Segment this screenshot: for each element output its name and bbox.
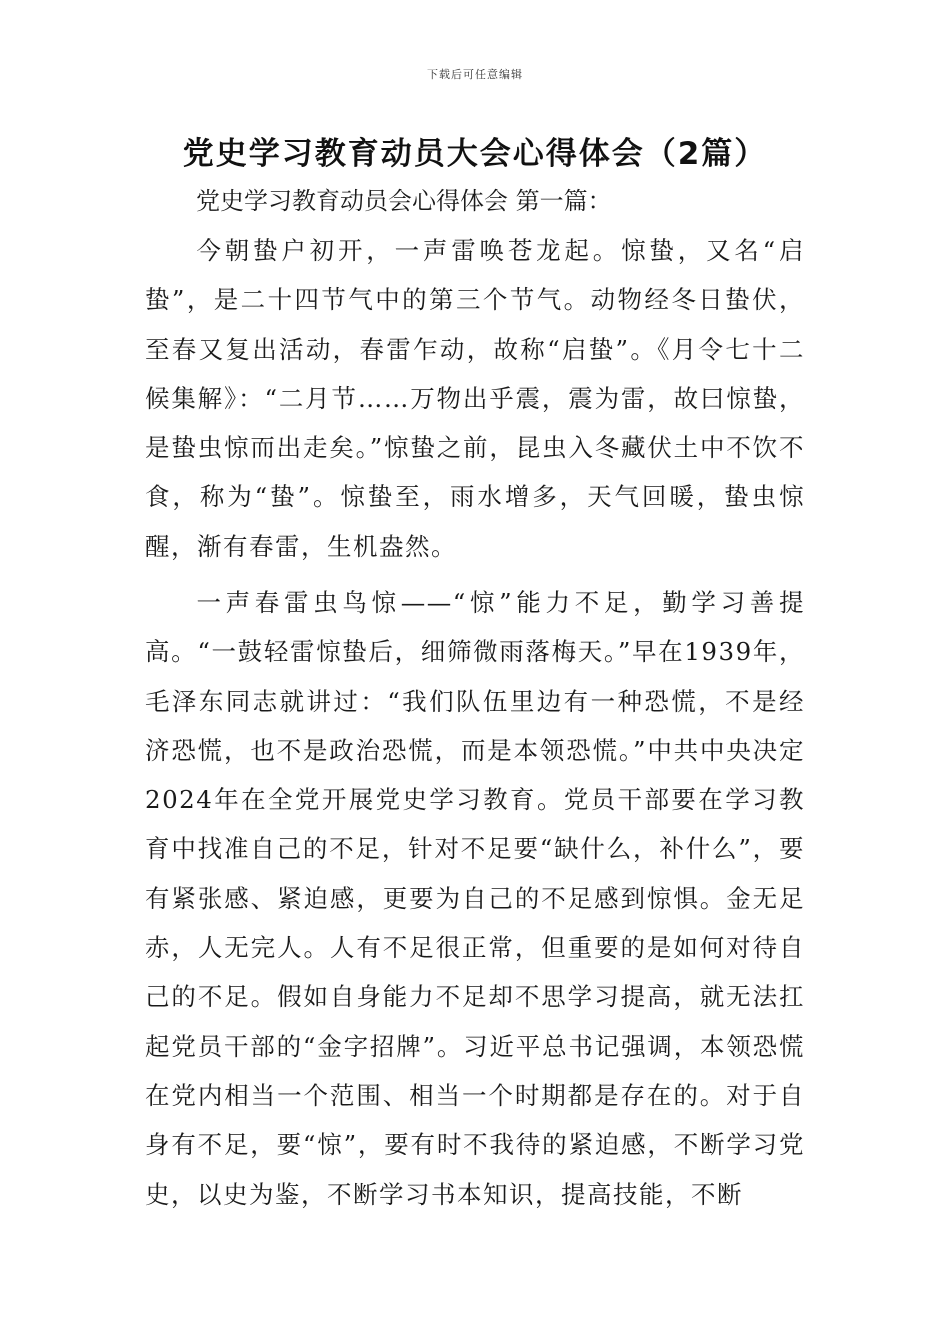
- body-paragraph: 一声春雷虫鸟惊——“惊”能力不足，勤学习善提高。“一鼓轻雷惊蛰后，细筛微雨落梅天。”早在1939年，毛泽东同志就讲过：“我们队伍里边有一种恐慌，不是经济恐慌，也不是政治恐慌，而是本领恐慌。”中共中央决定2024年在全党开展党史学习教育。党员干部要在学习教育中找准自己的不足，针对不足要“缺什么，补什么”，要有紧张感、紧迫感，更要为自己的不足感到惊惧。金无足赤，人无完人。人有不足很正常，但重要的是如何对待自己的不足。假如自身能力不足却不思学习提高，就无法扛起党员干部的“金字招牌”。习近平总书记强调，本领恐慌在党内相当一个范围、相当一个时期都是存在的。对于自身有不足，要“惊”，要有时不我待的紧迫感，不断学习党史，以史为鉴，不断学习书本知识，提高技能，不断: [145, 588, 805, 1209]
- header-note: 下载后可任意编辑: [427, 68, 523, 81]
- document-title: 党史学习教育动员大会心得体会（2篇）: [182, 136, 768, 172]
- section-subtitle: 党史学习教育动员会心得体会 第一篇：: [196, 187, 612, 215]
- body-paragraph: 今朝蛰户初开，一声雷唤苍龙起。惊蛰，又名“启蛰”，是二十四节气中的第三个节气。动物经冬日蛰伏，至春又复出活动，春雷乍动，故称“启蛰”。《月令七十二候集解》：“二月节……万物出乎震，震为雷，故曰惊蛰，是蛰虫惊而出走矣。”惊蛰之前，昆虫入冬藏伏土中不饮不食，称为“蛰”。惊蛰至，雨水增多，天气回暖，蛰虫惊醒，渐有春雷，生机盎然。: [145, 236, 805, 561]
